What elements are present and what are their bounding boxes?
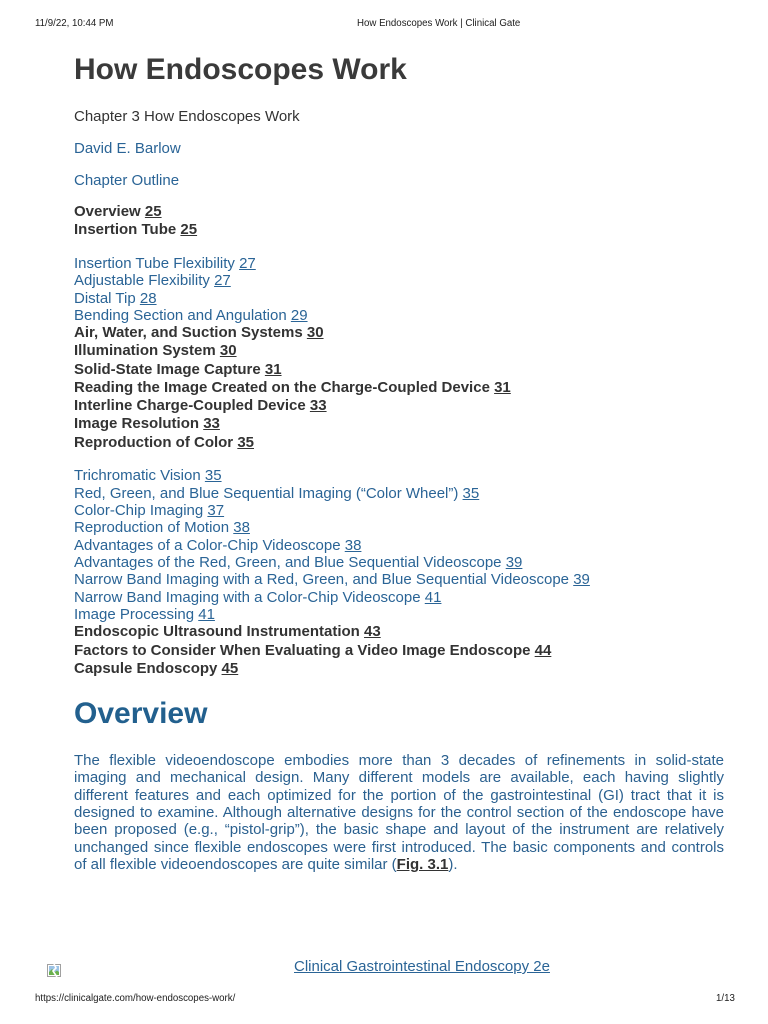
outline-subsection-link[interactable]: Reproduction of Motion [74,519,230,537]
outline-subsection [74,255,724,272]
outline-section-title: Solid-State Image Capture [74,360,261,378]
outline-subsection [74,467,724,484]
outline-subsection [74,554,724,571]
outline-section [74,324,724,342]
outline-page-link[interactable]: 41 [198,605,215,623]
chapter-outline [74,203,724,678]
paragraph-line: different features and each optimized for the portion of the gastrointestinal (GI) tract that it is [74,786,724,804]
outline-section [74,342,724,360]
outline-subsection-link[interactable]: Advantages of a Color-Chip Videoscope [74,536,341,554]
outline-page-link[interactable]: 35 [204,467,222,485]
outline-page-link[interactable]: 35 [237,433,255,451]
outline-section [74,203,724,221]
outline-subsection-link[interactable]: Image Processing [74,605,195,623]
outline-section [74,642,724,660]
paragraph-line: unchanged since flexible endoscopes were first introduced. The basic components and controls [74,838,724,856]
outline-page-link[interactable]: 41 [424,588,442,606]
outline-subsection [74,485,724,502]
outline-subsection [74,519,724,536]
outline-page-link[interactable]: 43 [364,623,381,641]
outline-page-link[interactable]: 30 [219,342,237,360]
outline-section-title: Capsule Endoscopy [74,659,218,677]
outline-page-link[interactable]: 30 [306,324,324,342]
article-title: How Endoscopes Work [74,53,407,86]
outline-page-link[interactable]: 33 [203,415,220,433]
outline-section-title: Reproduction of Color [74,433,234,451]
outline-page-link[interactable]: 37 [207,501,225,519]
outline-page-link[interactable]: 39 [505,553,523,571]
outline-section-title: Reading the Image Created on the Charge-Coupled Device [74,378,490,396]
outline-subsection-link[interactable]: Red, Green, and Blue Sequential Imaging (“Color Wheel”) [74,484,459,502]
outline-subsection-link[interactable]: Insertion Tube Flexibility [74,254,235,272]
outline-section [74,660,724,678]
overview-paragraph [74,752,724,873]
outline-section [74,397,724,415]
paragraph-line-text: of all flexible videoendoscopes are quite similar ( [74,856,397,874]
outline-subsection [74,502,724,519]
outline-page-link[interactable]: 25 [180,221,198,239]
outline-subsection-link[interactable]: Narrow Band Imaging with a Red, Green, and Blue Sequential Videoscope [74,571,570,589]
outline-subsection [74,272,724,289]
page-counter: 1/13 [716,993,735,1004]
outline-subsection [74,307,724,324]
outline-page-link[interactable]: 33 [309,397,327,415]
print-url: https://clinicalgate.com/how-endoscopes-work/ [35,993,236,1004]
outline-subsections [74,467,724,623]
outline-subsection-link[interactable]: Trichromatic Vision [74,467,201,485]
outline-section [74,361,724,379]
outline-section [74,379,724,397]
outline-section [74,623,724,641]
print-page-title: How Endoscopes Work | Clinical Gate [357,18,521,29]
outline-page-link[interactable]: 31 [264,360,282,378]
outline-page-link[interactable]: 27 [239,254,256,272]
outline-page-link[interactable]: 39 [573,571,590,589]
outline-subsection-link[interactable]: Color-Chip Imaging [74,501,204,519]
outline-section-title: Factors to Consider When Evaluating a Video Image Endoscope [74,641,531,659]
outline-section-title: Interline Charge-Coupled Device [74,397,306,415]
chapter-line: Chapter 3 How Endoscopes Work [74,108,300,125]
outline-page-link[interactable]: 28 [139,289,157,307]
paragraph-line: been proposed (e.g., “pistol-grip”), the basic shape and layout of the instrument are relatively [74,821,724,839]
outline-section-title: Endoscopic Ultrasound Instrumentation [74,623,360,641]
outline-page-link[interactable]: 27 [214,272,231,290]
outline-section-title: Illumination System [74,342,216,360]
outline-section-title: Overview [74,203,141,220]
outline-section-title: Air, Water, and Suction Systems [74,324,303,342]
paragraph-line: The flexible videoendoscope embodies more than 3 decades of refinements in solid-state [74,752,724,769]
outline-subsection [74,537,724,554]
outline-subsection-link[interactable]: Narrow Band Imaging with a Color-Chip Videoscope [74,588,421,606]
broken-image-icon [46,962,63,979]
outline-subsection [74,571,724,588]
outline-section-title: Image Resolution [74,415,200,433]
outline-subsection [74,589,724,606]
outline-subsection [74,606,724,623]
chapter-outline-toggle[interactable]: Chapter Outline [74,172,180,189]
outline-subsection-link[interactable]: Advantages of the Red, Green, and Blue Sequential Videoscope [74,553,502,571]
outline-section [74,434,724,452]
outline-page-link[interactable]: 29 [290,306,308,324]
book-link[interactable]: Clinical Gastrointestinal Endoscopy 2e [294,958,550,975]
outline-page-link[interactable]: 31 [494,378,511,396]
outline-page-link[interactable]: 44 [534,641,552,659]
outline-section [74,221,724,239]
outline-section [74,415,724,433]
outline-subsection [74,290,724,307]
outline-page-link[interactable]: 38 [233,519,250,537]
paragraph-line-text: ). [448,856,458,874]
outline-page-link[interactable]: 45 [221,659,239,677]
outline-subsection-link[interactable]: Adjustable Flexibility [74,272,210,290]
outline-subsections [74,255,724,324]
paragraph-line [74,856,724,873]
overview-heading: Overview [74,697,208,730]
print-date: 11/9/22, 10:44 PM [35,18,114,29]
outline-section-title: Insertion Tube [74,221,177,239]
outline-subsection-link[interactable]: Distal Tip [74,289,136,307]
author-link[interactable]: David E. Barlow [74,140,181,157]
outline-page-link[interactable]: 25 [144,203,162,220]
outline-page-link[interactable]: 38 [344,536,362,554]
figure-link[interactable]: Fig. 3.1 [396,856,449,874]
paragraph-line: designed to examine. Although alternative designs for the control section of the endoscope have [74,804,724,822]
paragraph-line: imaging and mechanical design. Many different models are available, each having slightly [74,769,724,787]
outline-subsection-link[interactable]: Bending Section and Angulation [74,306,287,324]
outline-page-link[interactable]: 35 [462,484,480,502]
